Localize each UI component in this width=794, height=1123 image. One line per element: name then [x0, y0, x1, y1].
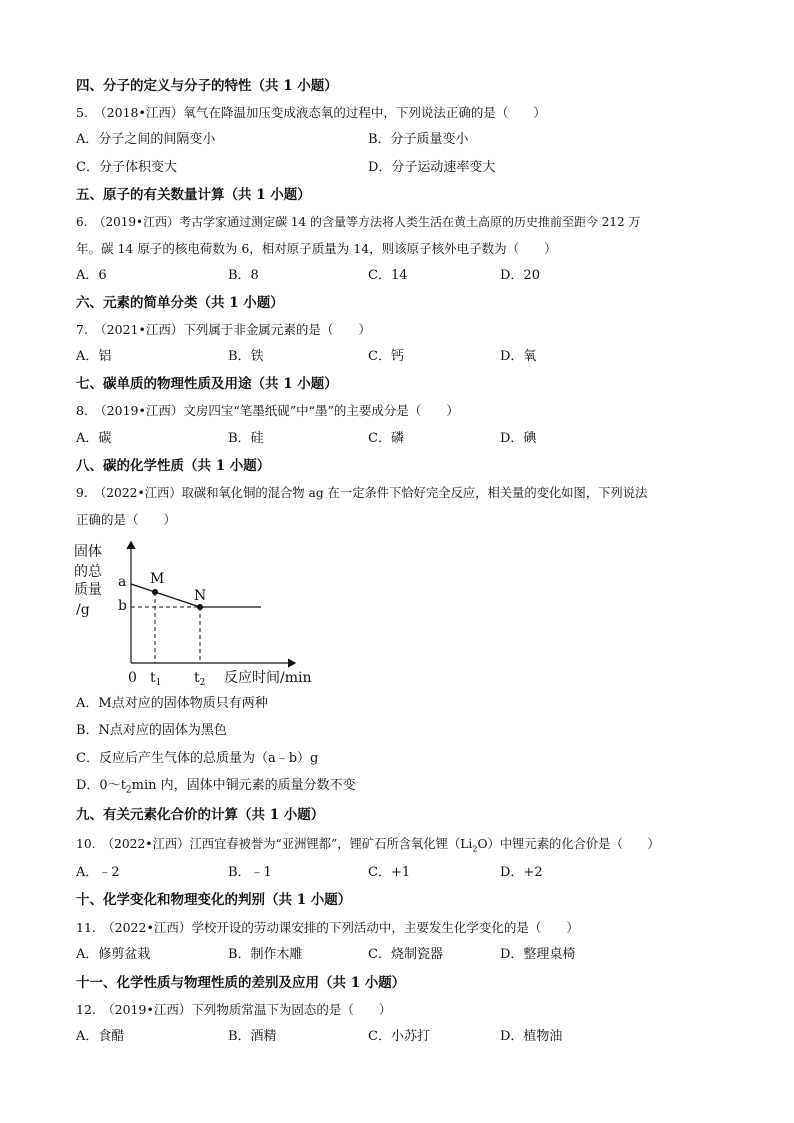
section-heading-7: 七、碳单质的物理性质及用途（共 1 小题）: [76, 376, 338, 392]
question-5-option-b: B．分子质量变小: [368, 132, 469, 147]
question-12-option-c: C．小苏打: [368, 1029, 430, 1044]
question-12-option-a: A．食醋: [76, 1029, 125, 1044]
question-9-stem-line-2: 正确的是（ ）: [76, 512, 177, 527]
section-heading-11: 十一、化学性质与物理性质的差别及应用（共 1 小题）: [76, 975, 406, 991]
graph-label-n: N: [194, 588, 207, 604]
question-5-option-a: A．分子之间的间隔变小: [76, 132, 216, 147]
question-8-option-d: D．碘: [500, 431, 537, 446]
graph-decreasing-segment: [131, 584, 200, 607]
question-6-stem-line-2: 年。碳 14 原子的核电荷数为 6，相对原子质量为 14，则该原子核外电子数为（ ）: [76, 241, 557, 256]
question-6-option-a: A．6: [76, 268, 107, 283]
question-6-option-c: C．14: [368, 268, 408, 283]
question-10-option-c: C．+1: [368, 865, 411, 880]
question-11-option-d: D．整理桌椅: [500, 947, 576, 962]
graph-label-t2: $t_2$: [194, 670, 206, 688]
graph-point-n: [197, 604, 203, 610]
question-8-option-a: A．碳: [76, 431, 112, 446]
question-5-option-d: D．分子运动速率变大: [368, 160, 496, 175]
question-10-option-a: A．﹣2: [76, 865, 120, 880]
question-9-option-a: A．M点对应的固体物质只有两种: [76, 696, 268, 711]
graph-point-m: [152, 589, 158, 595]
question-12-stem: 12. （2019•江西）下列物质常温下为固态的是（ ）: [76, 1002, 392, 1017]
section-heading-4: 四、分子的定义与分子的特性（共 1 小题）: [76, 78, 338, 94]
question-12-option-b: B．酒精: [228, 1029, 277, 1044]
question-10-option-b: B．﹣1: [228, 865, 272, 880]
question-8-option-c: C．磷: [368, 431, 404, 446]
graph-ylabel-line-4: /g: [76, 602, 90, 618]
question-11-stem: 11. （2022•江西）学校开设的劳动课安排的下列活动中，主要发生化学变化的是（ ）: [76, 920, 579, 935]
question-7-option-a: A．铝: [76, 349, 112, 364]
mass-time-graph: [74, 536, 334, 691]
question-5-stem: 5. （2018•江西）氧气在降温加压变成液态氧的过程中，下列说法正确的是（ ）: [76, 105, 546, 120]
question-7-option-c: C．钙: [368, 349, 404, 364]
question-12-option-d: D．植物油: [500, 1029, 563, 1044]
question-7-option-b: B．铁: [228, 349, 264, 364]
section-heading-6: 六、元素的简单分类（共 1 小题）: [76, 295, 284, 311]
graph-label-t1: $t_1$: [150, 670, 162, 688]
graph-label-b: b: [118, 598, 127, 614]
section-heading-9: 九、有关元素化合价的计算（共 1 小题）: [76, 807, 325, 823]
question-6-stem-line-1: 6. （2019•江西）考古学家通过测定碳 14 的含量等方法将人类生活在黄土高原的历史推前至距今 212 万: [76, 215, 641, 229]
question-5-option-c: C．分子体积变大: [76, 160, 177, 175]
section-heading-8: 八、碳的化学性质（共 1 小题）: [76, 458, 271, 474]
question-6-option-b: B．8: [228, 268, 259, 283]
graph-label-m: M: [150, 571, 165, 587]
question-8-option-b: B．硅: [228, 431, 264, 446]
graph-label-a: a: [118, 574, 127, 590]
question-9-option-d: D．$0\sim t_2\min$ 内，固体中铜元素的质量分数不变: [76, 778, 356, 796]
question-10-stem: 10. （2022•江西）江西宜春被誉为“亚洲锂都”，锂矿石所含氧化锂$(Li_2O)$中锂元素的化合价是（ ）: [76, 837, 660, 854]
question-9-option-b: B．N点对应的固体为黑色: [76, 723, 227, 738]
section-heading-5: 五、原子的有关数量计算（共 1 小题）: [76, 187, 311, 203]
question-9-option-c: C．反应后产生气体的总质量为（a﹣b）g: [76, 751, 319, 766]
question-11-option-a: A．修剪盆栽: [76, 947, 151, 962]
graph-xlabel: 反应时间/min: [224, 670, 312, 686]
graph-ylabel-line-3: 质量: [74, 582, 102, 598]
question-10-option-d: D．+2: [500, 865, 543, 880]
question-8-stem: 8. （2019•江西）文房四宝“笔墨纸砚”中“墨”的主要成分是（ ）: [76, 403, 459, 418]
question-6-option-d: D．20: [500, 268, 540, 283]
graph-ylabel-line-2: 的总: [74, 564, 102, 580]
question-7-option-d: D．氧: [500, 349, 537, 364]
question-9-stem-line-1: 9. （2022•江西）取碳和氧化铜的混合物 ag 在一定条件下恰好完全反应，相关量的变化如图，下列说法: [76, 486, 648, 500]
question-11-option-b: B．制作木雕: [228, 947, 303, 962]
question-7-stem: 7. （2021•江西）下列属于非金属元素的是（ ）: [76, 322, 371, 337]
question-11-option-c: C．烧制瓷器: [368, 947, 443, 962]
graph-ylabel-line-1: 固体: [74, 544, 102, 560]
section-heading-10: 十、化学变化和物理变化的判别（共 1 小题）: [76, 892, 352, 908]
graph-label-origin: 0: [128, 670, 137, 686]
